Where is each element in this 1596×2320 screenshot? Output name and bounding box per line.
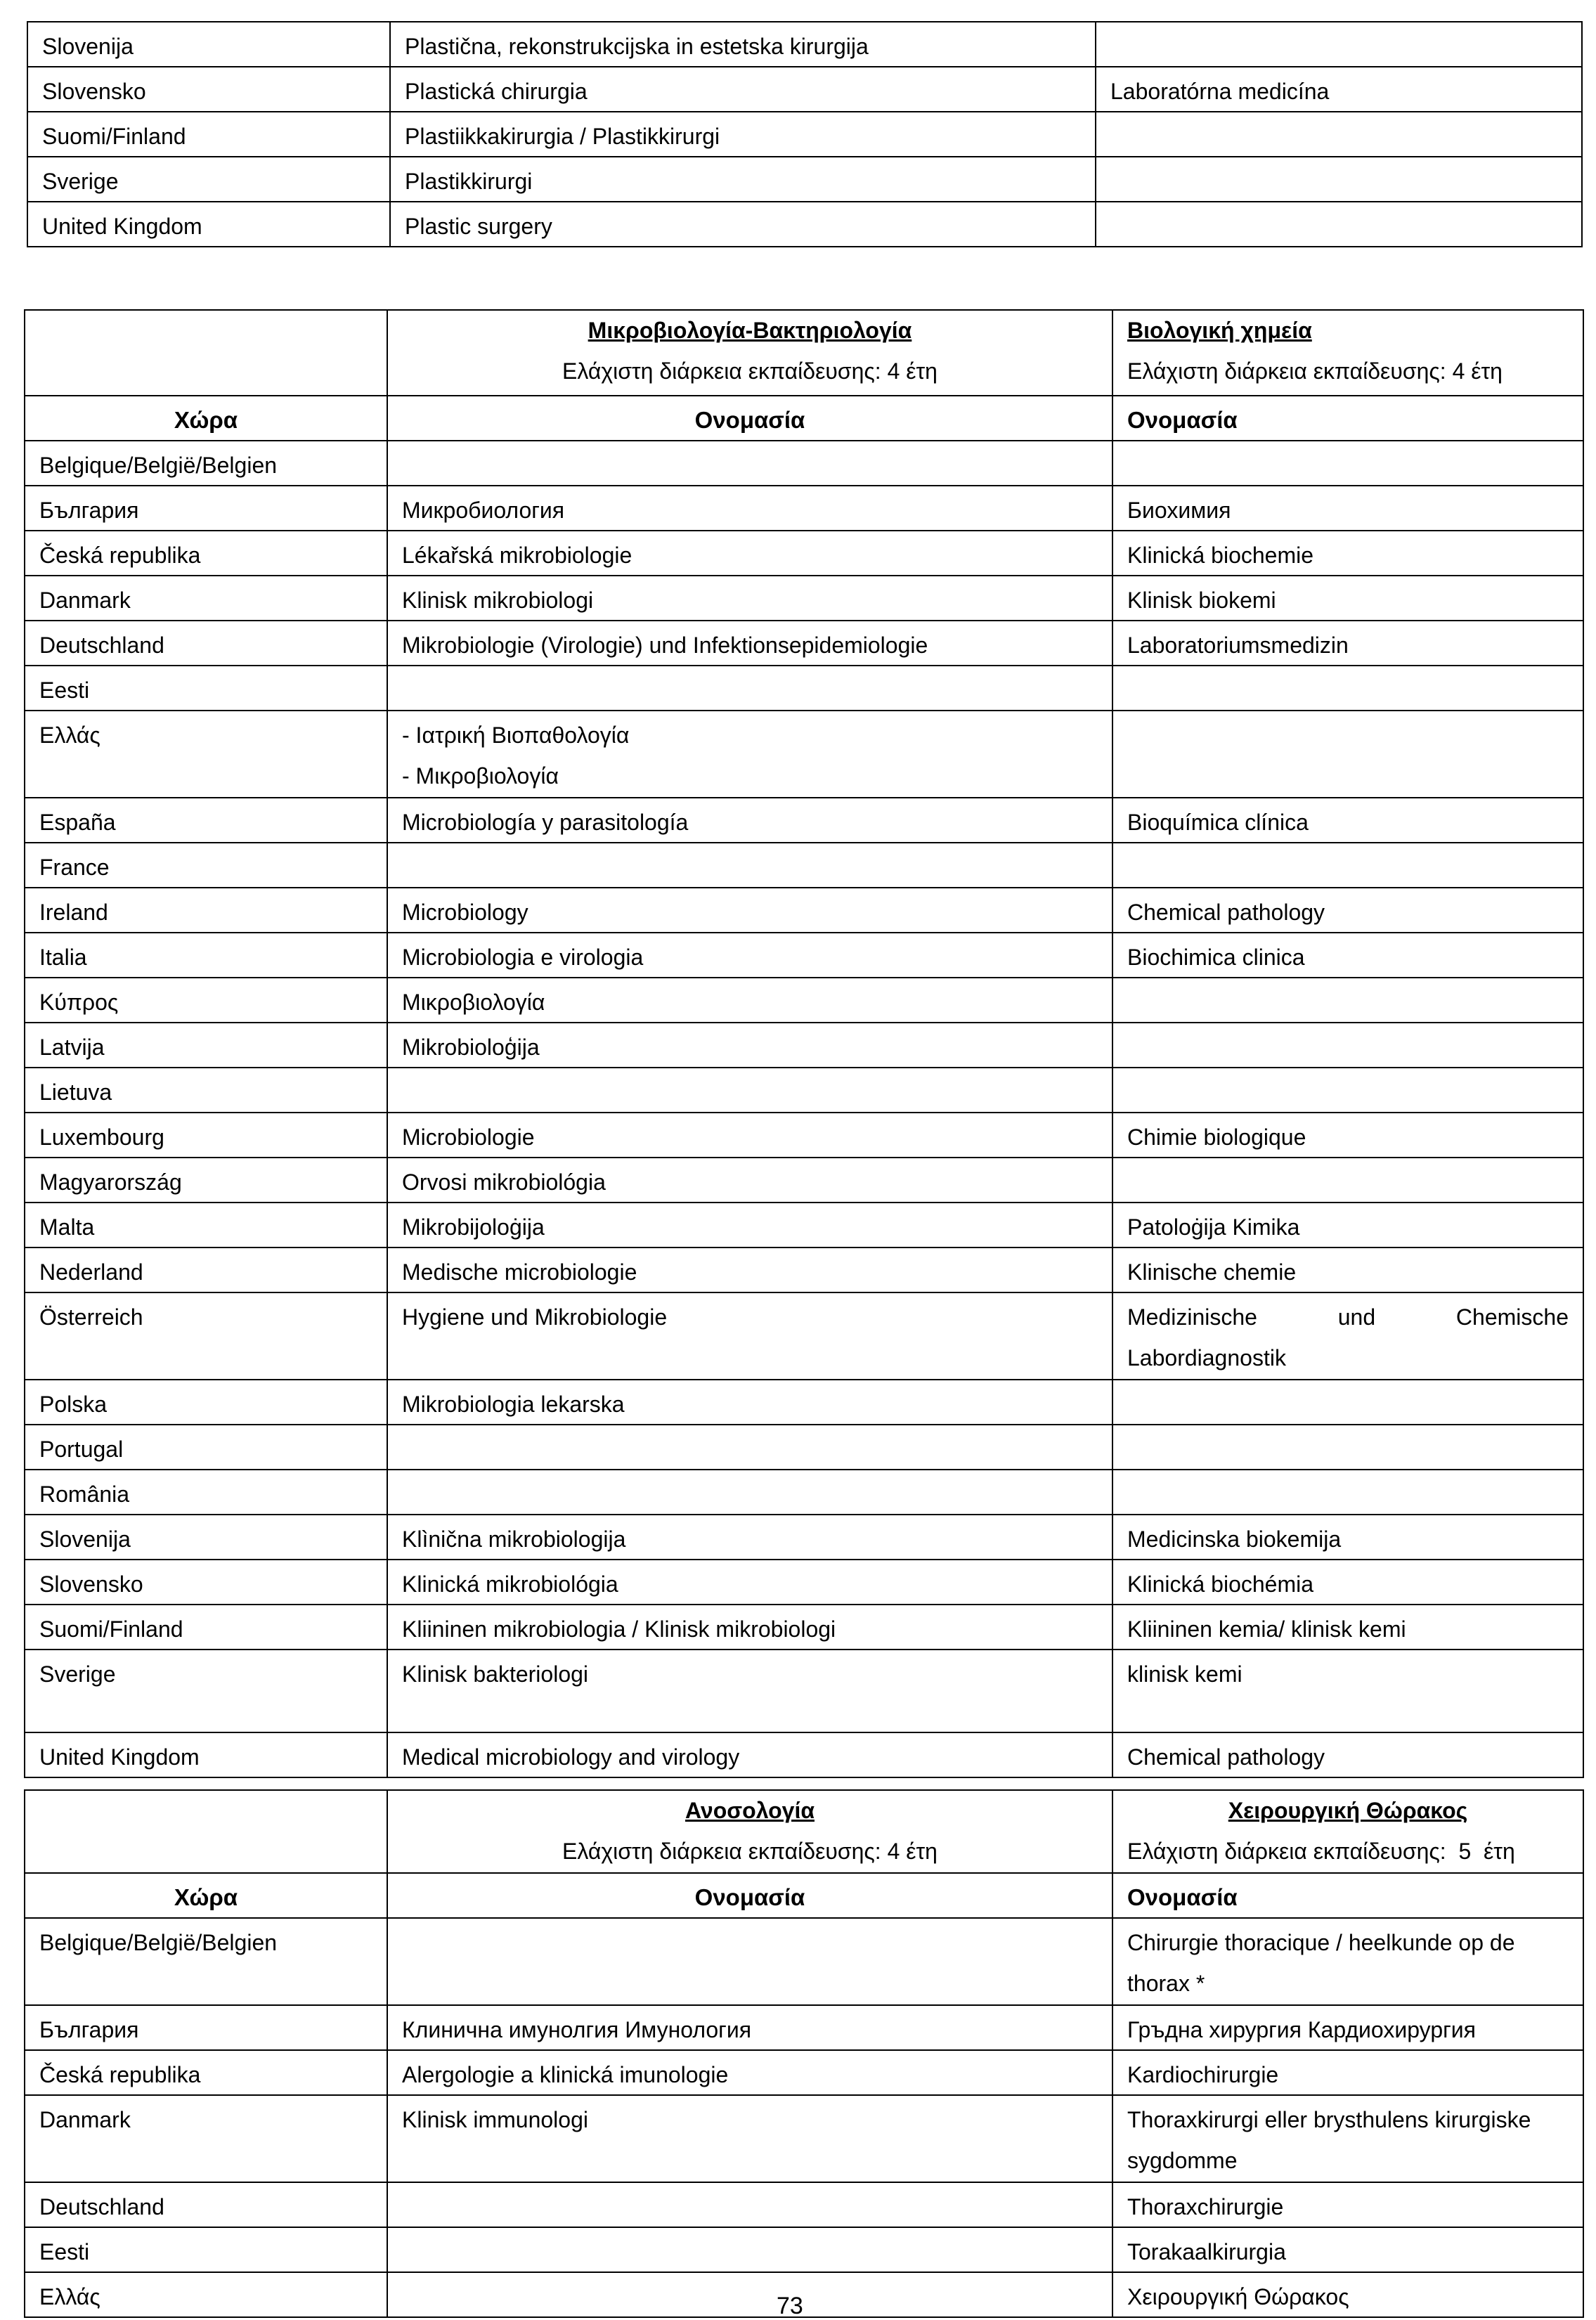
table-row bbox=[25, 978, 1583, 1023]
specialty-title: Βιολογική χημεία bbox=[1127, 318, 1312, 343]
country-cell: Nederland bbox=[25, 1248, 387, 1292]
specialty-name-cell: Χειρουργική Θώρακος bbox=[1112, 2272, 1583, 2317]
specialty-name-cell: Lékařská mikrobiologie bbox=[387, 531, 1112, 576]
specialty-name-line: Chirurgie thoracique / heelkunde op de bbox=[1127, 1930, 1515, 1955]
table-row bbox=[25, 2095, 1583, 2182]
table-header-row bbox=[25, 310, 1583, 396]
specialty-table-microbiology-biochemistry bbox=[24, 309, 1584, 1778]
specialty-name-line: Thoraxkirurgi eller brysthulens kirurgiske bbox=[1127, 2107, 1531, 2132]
country-cell: Sverige bbox=[27, 157, 390, 202]
specialty-header bbox=[1112, 1790, 1583, 1873]
specialty-name-cell: Клинична имунолгия Имунология bbox=[387, 2005, 1112, 2050]
specialty-name-line: thorax * bbox=[1127, 1971, 1205, 1996]
specialty-name-cell: Microbiology bbox=[387, 888, 1112, 933]
table-row bbox=[25, 1023, 1583, 1068]
specialty-name-cell: Laboratórna medicína bbox=[1096, 67, 1582, 112]
table-row bbox=[27, 157, 1582, 202]
specialty-title: Μικροβιολογία-Βακτηριολογία bbox=[588, 318, 912, 343]
specialty-name-cell: Μικροβιολογία bbox=[387, 978, 1112, 1023]
country-cell: Malta bbox=[25, 1203, 387, 1248]
table-row bbox=[25, 531, 1583, 576]
table-row bbox=[25, 843, 1583, 888]
specialty-name-cell bbox=[387, 666, 1112, 711]
specialty-name-cell bbox=[1096, 22, 1582, 67]
training-duration: Ελάχιστη διάρκεια εκπαίδευσης: 4 έτη bbox=[1127, 358, 1503, 384]
specialty-name-cell bbox=[387, 711, 1112, 798]
table-row bbox=[25, 1918, 1583, 2005]
specialty-name-cell bbox=[387, 1425, 1112, 1470]
specialty-name-cell: Plastická chirurgia bbox=[390, 67, 1096, 112]
specialty-name-cell: Alergologie a klinická imunologie bbox=[387, 2050, 1112, 2095]
table-row bbox=[25, 1425, 1583, 1470]
specialty-name-cell: Torakaalkirurgia bbox=[1112, 2227, 1583, 2272]
specialty-name-cell: Mikrobioloģija bbox=[387, 1023, 1112, 1068]
country-cell: Lietuva bbox=[25, 1068, 387, 1113]
specialty-table-immunology-thoracic-surgery bbox=[24, 1789, 1584, 2318]
specialty-name-cell: Klinická mikrobiológia bbox=[387, 1560, 1112, 1605]
specialty-name-cell bbox=[1112, 1158, 1583, 1203]
column-header-row bbox=[25, 396, 1583, 441]
specialty-name-cell: Klìnična mikrobiologija bbox=[387, 1515, 1112, 1560]
table-row bbox=[25, 486, 1583, 531]
specialty-name-cell bbox=[387, 1918, 1112, 2005]
empty-header-cell bbox=[25, 310, 387, 396]
country-cell: Slovenija bbox=[27, 22, 390, 67]
table-row bbox=[27, 112, 1582, 157]
table-row bbox=[25, 2182, 1583, 2227]
country-cell: Suomi/Finland bbox=[27, 112, 390, 157]
country-cell: Luxembourg bbox=[25, 1113, 387, 1158]
table-row bbox=[25, 1248, 1583, 1292]
country-cell: Ελλάς bbox=[25, 711, 387, 798]
column-header-name: Ονομασία bbox=[1112, 396, 1583, 441]
training-duration: Ελάχιστη διάρκεια εκπαίδευσης: 4 έτη bbox=[562, 358, 938, 384]
specialty-name-line: Labordiagnostik bbox=[1127, 1345, 1286, 1370]
table-row bbox=[25, 1605, 1583, 1650]
table-header-row bbox=[25, 1790, 1583, 1873]
specialty-name-cell: Klinická biochemie bbox=[1112, 531, 1583, 576]
specialty-name-cell: Plastikkirurgi bbox=[390, 157, 1096, 202]
table-row bbox=[27, 202, 1582, 247]
specialty-name-cell: Medicinska biokemija bbox=[1112, 1515, 1583, 1560]
specialty-name-cell: Klinisk mikrobiologi bbox=[387, 576, 1112, 621]
specialty-name-cell bbox=[387, 441, 1112, 486]
country-cell: Polska bbox=[25, 1380, 387, 1425]
specialty-name-line: - Μικροβιολογία bbox=[402, 763, 559, 789]
table-row bbox=[25, 1292, 1583, 1380]
word: Medizinische bbox=[1127, 1304, 1257, 1330]
specialty-name-cell: klinisk kemi bbox=[1112, 1650, 1583, 1732]
specialty-name-cell bbox=[1096, 157, 1582, 202]
specialty-name-cell: Plastic surgery bbox=[390, 202, 1096, 247]
table-row bbox=[25, 1732, 1583, 1777]
specialty-name-cell bbox=[387, 2227, 1112, 2272]
country-cell: Österreich bbox=[25, 1292, 387, 1380]
country-cell: Latvija bbox=[25, 1023, 387, 1068]
specialty-name-cell bbox=[1112, 1292, 1583, 1380]
table-row bbox=[25, 2227, 1583, 2272]
table-row bbox=[25, 1158, 1583, 1203]
specialty-name-cell bbox=[1112, 2095, 1583, 2182]
column-header-name: Ονομασία bbox=[1112, 1873, 1583, 1918]
specialty-name-cell bbox=[1112, 1470, 1583, 1515]
specialty-name-cell: Klinická biochémia bbox=[1112, 1560, 1583, 1605]
specialty-name-cell: Mikrobiologie (Virologie) und Infektionsepidemiologie bbox=[387, 621, 1112, 666]
table-row bbox=[25, 666, 1583, 711]
specialty-name-cell bbox=[387, 2182, 1112, 2227]
table-row bbox=[25, 441, 1583, 486]
specialty-name-cell bbox=[1112, 1068, 1583, 1113]
column-header-row bbox=[25, 1873, 1583, 1918]
country-cell: Deutschland bbox=[25, 621, 387, 666]
country-cell: Sverige bbox=[25, 1650, 387, 1732]
training-duration: Ελάχιστη διάρκεια εκπαίδευσης: 5 έτη bbox=[1127, 1839, 1515, 1864]
table-row bbox=[25, 933, 1583, 978]
specialty-name-cell: Kliininen mikrobiologia / Klinisk mikrobiologi bbox=[387, 1605, 1112, 1650]
country-cell: Belgique/België/Belgien bbox=[25, 441, 387, 486]
column-header-country: Χώρα bbox=[25, 396, 387, 441]
table-row bbox=[25, 1068, 1583, 1113]
specialty-name-cell bbox=[387, 1068, 1112, 1113]
column-header-name: Ονομασία bbox=[387, 1873, 1112, 1918]
country-cell: Česká republika bbox=[25, 531, 387, 576]
country-cell: Suomi/Finland bbox=[25, 1605, 387, 1650]
specialty-title: Ανοσολογία bbox=[685, 1798, 815, 1823]
specialty-name-cell: Kardiochirurgie bbox=[1112, 2050, 1583, 2095]
training-duration: Ελάχιστη διάρκεια εκπαίδευσης: 4 έτη bbox=[562, 1839, 938, 1864]
specialty-name-cell: Orvosi mikrobiológia bbox=[387, 1158, 1112, 1203]
table-row bbox=[25, 1515, 1583, 1560]
country-cell: România bbox=[25, 1470, 387, 1515]
specialty-name-cell: Microbiología y parasitología bbox=[387, 798, 1112, 843]
specialty-name-cell bbox=[387, 843, 1112, 888]
table-row bbox=[25, 798, 1583, 843]
country-cell: Portugal bbox=[25, 1425, 387, 1470]
country-cell: United Kingdom bbox=[27, 202, 390, 247]
specialty-name-cell: Гръдна хирургия Кардиохирургия bbox=[1112, 2005, 1583, 2050]
table-row bbox=[25, 1203, 1583, 1248]
country-cell: Česká republika bbox=[25, 2050, 387, 2095]
table-row bbox=[27, 67, 1582, 112]
specialty-name-cell bbox=[1096, 112, 1582, 157]
specialty-name-cell bbox=[1112, 1918, 1583, 2005]
specialty-name-cell bbox=[1112, 1380, 1583, 1425]
country-cell: España bbox=[25, 798, 387, 843]
column-header-name: Ονομασία bbox=[387, 396, 1112, 441]
specialty-name-cell: Plastična, rekonstrukcijska in estetska kirurgija bbox=[390, 22, 1096, 67]
word: Chemische bbox=[1455, 1304, 1569, 1330]
country-cell: Belgique/België/Belgien bbox=[25, 1918, 387, 2005]
table-row bbox=[27, 22, 1582, 67]
specialty-name-cell: Mikrobijoloġija bbox=[387, 1203, 1112, 1248]
specialty-name-line: sygdomme bbox=[1127, 2148, 1238, 2173]
specialty-name-cell bbox=[387, 2272, 1112, 2317]
specialty-name-cell: Kliininen kemia/ klinisk kemi bbox=[1112, 1605, 1583, 1650]
specialty-name-cell: Hygiene und Mikrobiologie bbox=[387, 1292, 1112, 1380]
country-cell: Danmark bbox=[25, 576, 387, 621]
table-row bbox=[25, 1380, 1583, 1425]
specialty-header bbox=[387, 1790, 1112, 1873]
table-row bbox=[25, 621, 1583, 666]
specialty-table-continued bbox=[27, 21, 1583, 247]
table-row bbox=[25, 1560, 1583, 1605]
specialty-name-line: - Ιατρική Βιοπαθολογία bbox=[402, 722, 630, 748]
specialty-name-cell: Bioquímica clínica bbox=[1112, 798, 1583, 843]
specialty-name-cell: Microbiologia e virologia bbox=[387, 933, 1112, 978]
country-cell: Danmark bbox=[25, 2095, 387, 2182]
country-cell: Ελλάς bbox=[25, 2272, 387, 2317]
specialty-name-cell: Patoloġija Kimika bbox=[1112, 1203, 1583, 1248]
specialty-name-cell bbox=[1112, 666, 1583, 711]
country-cell: Slovenija bbox=[25, 1515, 387, 1560]
specialty-name-cell bbox=[1112, 1425, 1583, 1470]
table-row bbox=[25, 1470, 1583, 1515]
specialty-name-cell bbox=[1112, 843, 1583, 888]
specialty-name-cell: Medische microbiologie bbox=[387, 1248, 1112, 1292]
specialty-name-cell bbox=[387, 1470, 1112, 1515]
table-row bbox=[25, 576, 1583, 621]
specialty-name-cell bbox=[1112, 711, 1583, 798]
country-cell: България bbox=[25, 2005, 387, 2050]
country-cell: Eesti bbox=[25, 666, 387, 711]
column-header-country: Χώρα bbox=[25, 1873, 387, 1918]
specialty-name-cell: Microbiologie bbox=[387, 1113, 1112, 1158]
table-row bbox=[25, 1650, 1583, 1732]
table-row bbox=[25, 888, 1583, 933]
specialty-name-cell: Chemical pathology bbox=[1112, 1732, 1583, 1777]
specialty-name-cell: Biochimica clinica bbox=[1112, 933, 1583, 978]
specialty-name-cell: Chemical pathology bbox=[1112, 888, 1583, 933]
word: und bbox=[1337, 1304, 1376, 1330]
country-cell: Slovensko bbox=[25, 1560, 387, 1605]
specialty-name-cell: Medical microbiology and virology bbox=[387, 1732, 1112, 1777]
specialty-name-cell: Mikrobiologia lekarska bbox=[387, 1380, 1112, 1425]
country-cell: United Kingdom bbox=[25, 1732, 387, 1777]
specialty-name-cell: Laboratoriumsmedizin bbox=[1112, 621, 1583, 666]
country-cell: Magyarország bbox=[25, 1158, 387, 1203]
country-cell: Italia bbox=[25, 933, 387, 978]
specialty-name-cell: Klinisk immunologi bbox=[387, 2095, 1112, 2182]
table-row bbox=[25, 711, 1583, 798]
table-row bbox=[25, 2272, 1583, 2317]
specialty-name-cell: Klinisk bakteriologi bbox=[387, 1650, 1112, 1732]
country-cell: Ireland bbox=[25, 888, 387, 933]
specialty-name-cell: Plastiikkakirurgia / Plastikkirurgi bbox=[390, 112, 1096, 157]
specialty-header bbox=[387, 310, 1112, 396]
specialty-name-line bbox=[1127, 1297, 1569, 1338]
specialty-name-cell: Биохимия bbox=[1112, 486, 1583, 531]
specialty-name-cell: Thoraxchirurgie bbox=[1112, 2182, 1583, 2227]
country-cell: Slovensko bbox=[27, 67, 390, 112]
specialty-name-cell bbox=[1112, 441, 1583, 486]
table-row bbox=[25, 2005, 1583, 2050]
specialty-name-cell bbox=[1096, 202, 1582, 247]
country-cell: Deutschland bbox=[25, 2182, 387, 2227]
specialty-name-cell: Микробиология bbox=[387, 486, 1112, 531]
country-cell: Κύπρος bbox=[25, 978, 387, 1023]
specialty-name-cell bbox=[1112, 978, 1583, 1023]
table-row bbox=[25, 2050, 1583, 2095]
country-cell: France bbox=[25, 843, 387, 888]
table-row bbox=[25, 1113, 1583, 1158]
page-number: 73 bbox=[777, 2293, 803, 2319]
country-cell: Eesti bbox=[25, 2227, 387, 2272]
specialty-name-cell: Chimie biologique bbox=[1112, 1113, 1583, 1158]
specialty-header bbox=[1112, 310, 1583, 396]
country-cell: България bbox=[25, 486, 387, 531]
specialty-name-cell bbox=[1112, 1023, 1583, 1068]
specialty-name-cell: Klinisk biokemi bbox=[1112, 576, 1583, 621]
empty-header-cell bbox=[25, 1790, 387, 1873]
specialty-name-cell: Klinische chemie bbox=[1112, 1248, 1583, 1292]
specialty-title: Χειρουργική Θώρακος bbox=[1228, 1798, 1468, 1823]
